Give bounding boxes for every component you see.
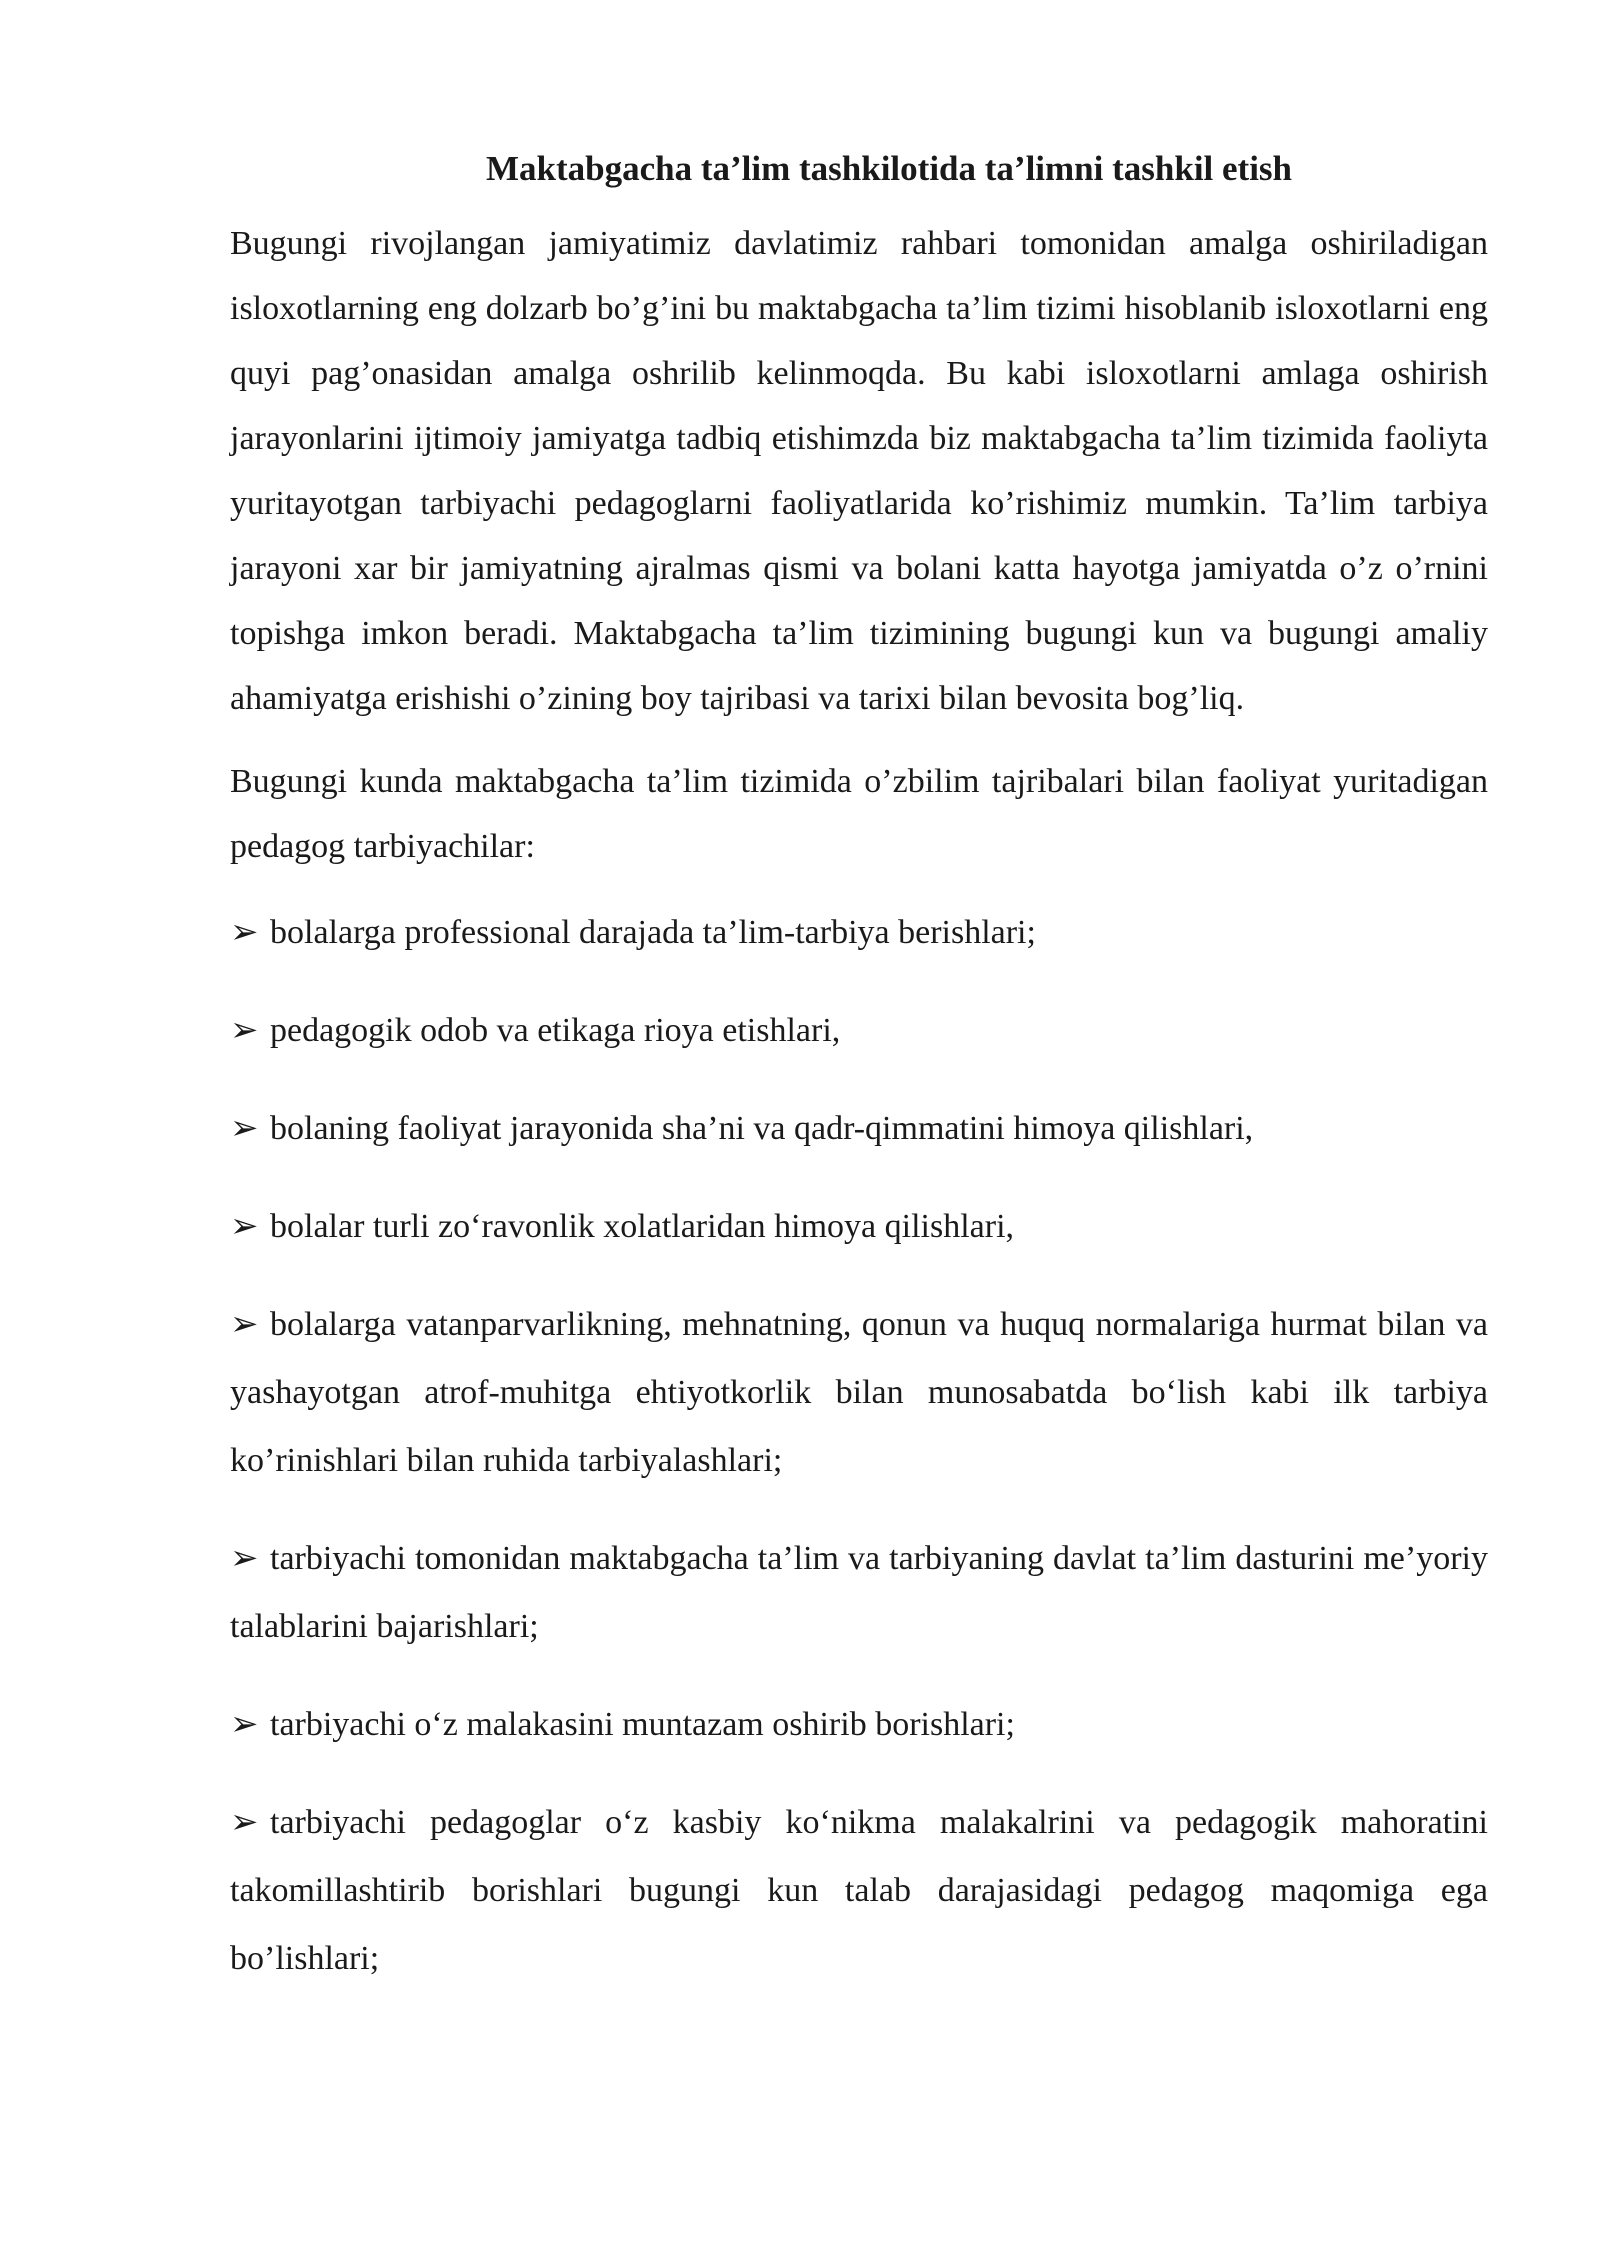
list-item — [230, 1193, 1488, 1261]
list-item — [230, 1789, 1488, 1993]
arrow-bullet-icon: ➢ — [230, 914, 259, 951]
list-item-text: tarbiyachi o‘z malakasini muntazam oshirib borishlari; — [270, 1706, 1015, 1743]
list-item — [230, 997, 1488, 1065]
arrow-bullet-icon: ➢ — [230, 1706, 259, 1743]
document-title: Maktabgacha ta’lim tashkilotida ta’limni tashkil etish — [485, 149, 1293, 188]
list-item-text: bolalar turli zo‘ravonlik xolatlaridan himoya qilishlari, — [270, 1208, 1015, 1245]
list-item-text: tarbiyachi pedagoglar o‘z kasbiy ko‘nikma malakalrini va pedagogik mahoratini takomillashtirib borishlari bugungi kun talab darajasidagi pedagog maqomiga ega bo’lishlari; — [230, 1804, 1488, 1977]
list-item-text: bolaning faoliyat jarayonida sha’ni va qadr-qimmatini himoya qilishlari, — [270, 1110, 1254, 1147]
arrow-bullet-icon: ➢ — [230, 1306, 259, 1343]
list-item — [230, 899, 1488, 967]
list-item — [230, 1291, 1488, 1495]
arrow-bullet-icon: ➢ — [230, 1804, 259, 1841]
list-item — [230, 1095, 1488, 1163]
list-item-text: bolalarga professional darajada ta’lim-tarbiya berishlari; — [270, 914, 1036, 951]
document-page — [230, 145, 1488, 2023]
intro-paragraph: Bugungi rivojlangan jamiyatimiz davlatimiz rahbari tomonidan amalga oshiriladigan isloxotlarning eng dolzarb bo’g’ini bu maktabgacha ta’lim tizimi hisoblanib isloxotlarni eng quyi pag’onasidan amalga oshrilib kelinmoqda. Bu kabi isloxotlarni amlaga oshirish jarayonlarini ijtimoiy jamiyatga tadbiq etishimzda biz maktabgacha ta’lim tizimida faoliyta yuritayotgan tarbiyachi pedagoglarni faoliyatlarida ko’rishimiz mumkin. Ta’lim tarbiya jarayoni xar bir jamiyatning ajralmas qismi va bolani katta hayotga jamiyatda o’z o’rnini topishga imkon beradi. Maktabgacha ta’lim tizimining bugungi kun va bugungi amaliy ahamiyatga erishishi o’zining boy tajribasi va tarixi bilan bevosita bog’liq. — [230, 225, 1488, 717]
list-item-text: bolalarga vatanparvarlikning, mehnatning, qonun va huquq normalariga hurmat bilan va yashayotgan atrof-muhitga ehtiyotkorlik bilan munosabatda bo‘lish kabi ilk tarbiya ko’rinishlari bilan ruhida tarbiyalashlari; — [230, 1306, 1488, 1479]
arrow-bullet-icon: ➢ — [230, 1540, 259, 1577]
list-item — [230, 1691, 1488, 1759]
list-item — [230, 1525, 1488, 1661]
list-item-text: pedagogik odob va etikaga rioya etishlari, — [270, 1012, 841, 1049]
list-lead-paragraph: Bugungi kunda maktabgacha ta’lim tizimida o’zbilim tajribalari bilan faoliyat yuritadigan pedagog tarbiyachilar: — [230, 763, 1488, 865]
arrow-bullet-icon: ➢ — [230, 1208, 259, 1245]
arrow-bullet-icon: ➢ — [230, 1012, 259, 1049]
arrow-bullet-icon: ➢ — [230, 1110, 259, 1147]
list-item-text: tarbiyachi tomonidan maktabgacha ta’lim va tarbiyaning davlat ta’lim dasturini me’yoriy talablarini bajarishlari; — [230, 1540, 1488, 1645]
